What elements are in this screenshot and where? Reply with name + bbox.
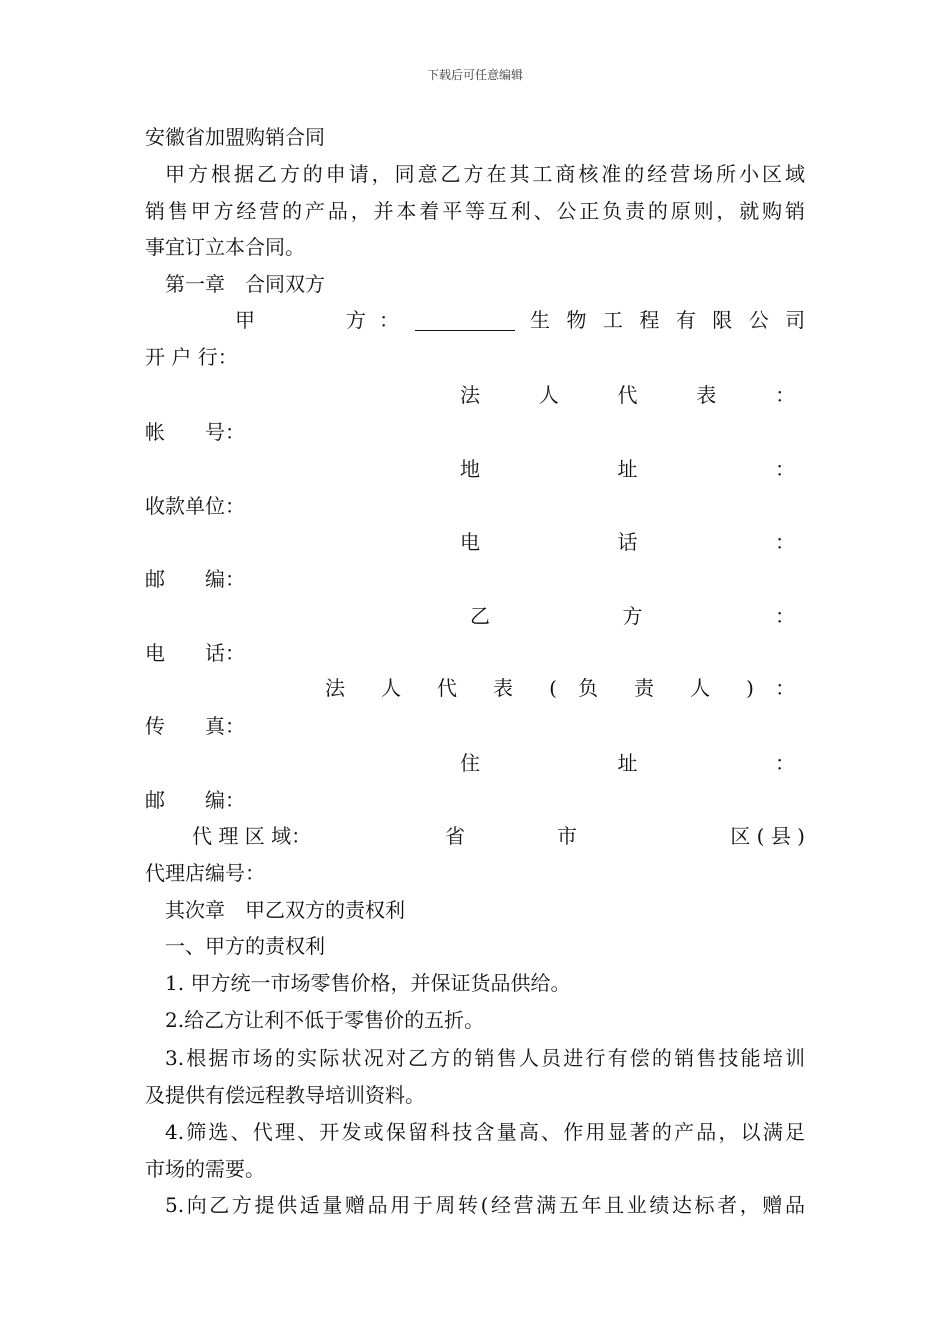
section-1-heading: 一、甲方的责权利 <box>165 934 325 958</box>
agent-number-label: 代理店编号： <box>145 861 265 885</box>
phone-b-label: 电 话： <box>145 641 245 665</box>
clause-2: 2.给乙方让利不低于零售价的五折。 <box>165 1008 485 1032</box>
intro-line-3: 事宜订立本合同。 <box>145 235 305 259</box>
party-a-company-suffix: 生 物 工 程 有 限 公 司 <box>530 308 806 332</box>
district-label: 区 ( 县 ) <box>730 824 805 848</box>
clause-1: 1. 甲方统一市场零售价格，并保证货品供给。 <box>165 971 571 995</box>
bank-label: 开 户 行： <box>145 345 238 369</box>
legal-rep-b-label: 法 人 代 表 ( 负 责 人 ) ： <box>325 676 796 700</box>
payee-label: 收款单位： <box>145 494 245 518</box>
party-a-name-blank <box>415 302 515 338</box>
region-label: 代 理 区 域： <box>192 824 312 848</box>
clause-3-line-1: 3.根据市场的实际状况对乙方的销售人员进行有偿的销售技能培训 <box>165 1046 805 1070</box>
party-a-label-char: 方 <box>346 308 366 332</box>
party-a-line <box>235 302 805 338</box>
fax-label: 传 真： <box>145 714 245 738</box>
clause-5-line-1: 5.向乙方提供适量赠品用于周转(经营满五年且业绩达标者，赠品 <box>165 1193 805 1217</box>
legal-rep-a-label: 法 人 代 表 ： <box>460 383 796 407</box>
intro-line-1: 甲方根据乙方的申请，同意乙方在其工商核准的经营场所小区域 <box>165 162 805 186</box>
postcode-b-label: 邮 编： <box>145 788 245 812</box>
clause-4-line-2: 市场的需要。 <box>145 1157 265 1181</box>
party-a-label-char: 甲 <box>235 308 255 332</box>
party-a-label-colon: ： <box>379 308 399 332</box>
city-label: 市 <box>557 824 577 848</box>
contract-title: 安徽省加盟购销合同 <box>145 125 325 149</box>
intro-line-2: 销售甲方经营的产品，并本着平等互利、公正负责的原则，就购销 <box>145 199 805 223</box>
account-label: 帐 号： <box>145 420 245 444</box>
postcode-a-label: 邮 编： <box>145 567 245 591</box>
chapter-2-heading: 其次章 甲乙双方的责权利 <box>165 898 405 922</box>
phone-a-label: 电 话 ： <box>460 530 796 554</box>
party-b-label: 乙 方 ： <box>470 604 796 628</box>
region-line <box>192 818 805 854</box>
clause-3-line-2: 及提供有偿远程教导培训资料。 <box>145 1083 425 1107</box>
address-a-label: 地 址 ： <box>460 457 796 481</box>
clause-4-line-1: 4.筛选、代理、开发或保留科技含量高、作用显著的产品，以满足 <box>165 1120 805 1144</box>
chapter-1-heading: 第一章 合同双方 <box>165 272 325 296</box>
page-header: 下载后可任意编辑 <box>426 68 523 82</box>
province-label: 省 <box>445 824 465 848</box>
address-b-label: 住 址 ： <box>460 751 796 775</box>
